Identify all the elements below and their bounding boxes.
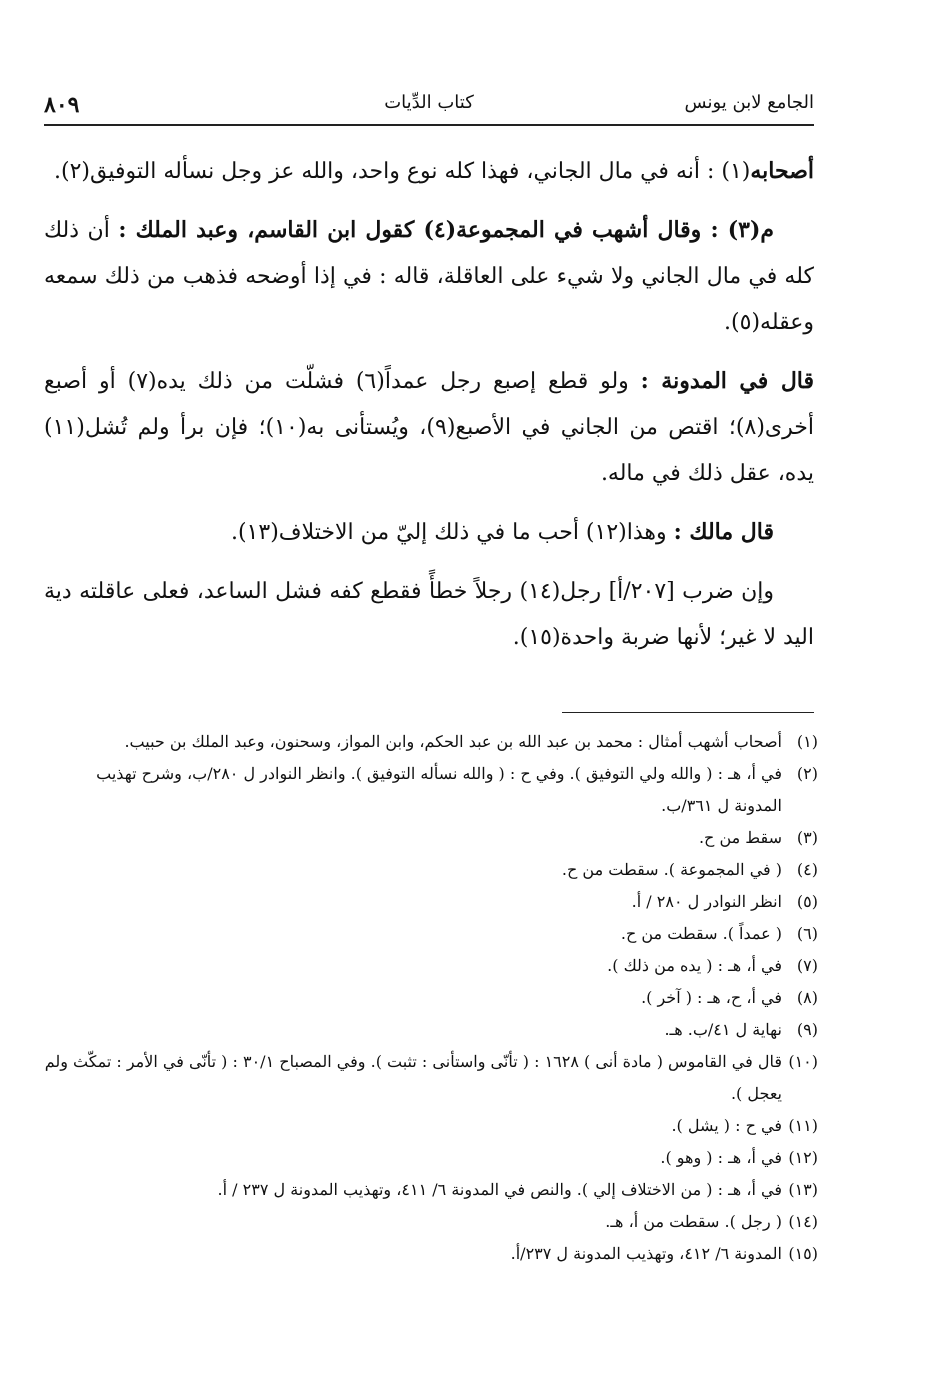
footnote-number: (١٣) <box>788 1180 818 1199</box>
header-divider <box>44 124 814 126</box>
paragraph-lead: قال في المدونة : <box>640 368 815 394</box>
footnote-number: (١١) <box>788 1116 818 1135</box>
paragraph-text: أن ذلك كله في مال الجاني ولا شيء على العاقلة، قاله : في إذا أوضحه فذهب من ذلك سمعه وعقله(٥). <box>44 218 814 335</box>
footnote-text: في أ، هـ : ( والله ولي التوفيق ). وفي ح : ( والله نسأله التوفيق ). وانظر النوادر ل ٢٨٠/ب، وشرح تهذيب المدونة ل ٣٦١/ب. <box>96 764 782 815</box>
paragraph-3 <box>44 358 814 497</box>
footnote-text: سقط من ح. <box>698 828 782 847</box>
footnote <box>44 886 818 918</box>
footnote-text: انظر النوادر ل ٢٨٠ / أ. <box>631 892 782 911</box>
footnote-number: (٨) <box>796 988 818 1007</box>
footnote-text: في ح : ( يشل ). <box>671 1116 782 1135</box>
footnote-text: ( في المجموعة ). سقطت من ح. <box>561 860 782 879</box>
footnote <box>44 950 818 982</box>
footnote-text: المدونة ٦/ ٤١٢، وتهذيب المدونة ل ٢٣٧/أ. <box>510 1244 782 1263</box>
footnote-text: نهاية ل ٤١/ب. هـ. <box>664 1020 782 1039</box>
footnote-number: (١٤) <box>788 1212 818 1231</box>
footnote <box>44 1238 818 1270</box>
footnote-text: في أ، هـ : ( يده من ذلك ). <box>607 956 782 975</box>
footnote-number: (٧) <box>796 956 818 975</box>
footnote-number: (٣) <box>796 828 818 847</box>
footnote-number: (٤) <box>796 860 818 879</box>
footnote-text: أصحاب أشهب أمثال : محمد بن عبد الله بن عبد الحكم، وابن المواز، وسحنون، وعبد الملك بن حبيب. <box>124 732 782 751</box>
footnote <box>44 726 818 758</box>
footnotes <box>44 726 818 1270</box>
paragraph-lead: أصحابه <box>750 158 814 184</box>
paragraph-4 <box>44 509 814 556</box>
footnote-number: (٢) <box>796 764 818 783</box>
footnote-text: ( رجل ). سقطت من أ، هـ. <box>605 1212 782 1231</box>
paragraph-lead: م(٣) : وقال أشهب في المجموعة(٤) كقول ابن القاسم، وعبد الملك : <box>118 217 775 243</box>
book-title: الجامع لابن يونس <box>684 92 814 113</box>
footnote <box>44 1046 818 1110</box>
footnote <box>44 1014 818 1046</box>
footnote <box>44 822 818 854</box>
footnote <box>44 1174 818 1206</box>
footnote <box>44 982 818 1014</box>
footnote-number: (١٠) <box>788 1052 818 1071</box>
footnote-text: ( عمداً ). سقطت من ح. <box>620 924 782 943</box>
page-header <box>44 92 814 124</box>
footnote-number: (٦) <box>796 924 818 943</box>
paragraph-text: وإن ضرب [٢٠٧/أ] رجل(١٤) رجلاً خطأً فقطع كفه فشل الساعد، فعلى عاقلته دية اليد لا غير؛ لأنها ضربة واحدة(١٥). <box>44 579 814 650</box>
paragraph-text: (١) : أنه في مال الجاني، فهذا كله نوع واحد، والله عز وجل نسأله التوفيق(٢). <box>54 159 751 184</box>
footnote <box>44 758 818 822</box>
footnote-text: في أ، هـ : ( من الاختلاف إلي ). والنص في المدونة ٦/ ٤١١، وتهذيب المدونة ل ٢٣٧ / أ. <box>217 1180 782 1199</box>
footnote-text: قال في القاموس ( مادة أنى ) ١٦٢٨ : ( تأنّى واستأنى : تثبت ). وفي المصباح ٣٠/١ : ( تأنّى في الأمر : تمكّث ولم يعجل ). <box>44 1052 782 1103</box>
footnote <box>44 1206 818 1238</box>
page-number: ٨٠٩ <box>44 92 80 118</box>
footnote-divider <box>562 712 814 713</box>
footnote-number: (٩) <box>796 1020 818 1039</box>
footnote-number: (١٢) <box>788 1148 818 1167</box>
footnote-number: (١٥) <box>788 1244 818 1263</box>
paragraph-5 <box>44 568 814 661</box>
footnote <box>44 918 818 950</box>
footnote <box>44 854 818 886</box>
paragraph-text: ولو قطع إصبع رجل عمداً(٦) فشلّت من ذلك يده(٧) أو أصبع أخرى(٨)؛ اقتص من الجاني في الأصبع(٩)، ويُستأنى به(١٠)؛ فإن برأ ولم تُشل(١١) يده، عقل ذلك في ماله. <box>44 369 814 486</box>
footnote-text: في أ، هـ : ( وهو ). <box>660 1148 782 1167</box>
paragraph-text: وهذا(١٢) أحب ما في ذلك إليّ من الاختلاف(١٣). <box>230 520 674 545</box>
footnote-number: (٥) <box>796 892 818 911</box>
chapter-title: كتاب الدِّيات <box>384 92 474 113</box>
main-text <box>44 148 814 673</box>
footnote <box>44 1142 818 1174</box>
paragraph-1 <box>44 148 814 195</box>
footnote <box>44 1110 818 1142</box>
paragraph-lead: قال مالك : <box>673 519 774 545</box>
paragraph-2 <box>44 207 814 346</box>
footnote-text: في أ، ح، هـ : ( آخر ). <box>641 988 782 1007</box>
footnote-number: (١) <box>796 732 818 751</box>
